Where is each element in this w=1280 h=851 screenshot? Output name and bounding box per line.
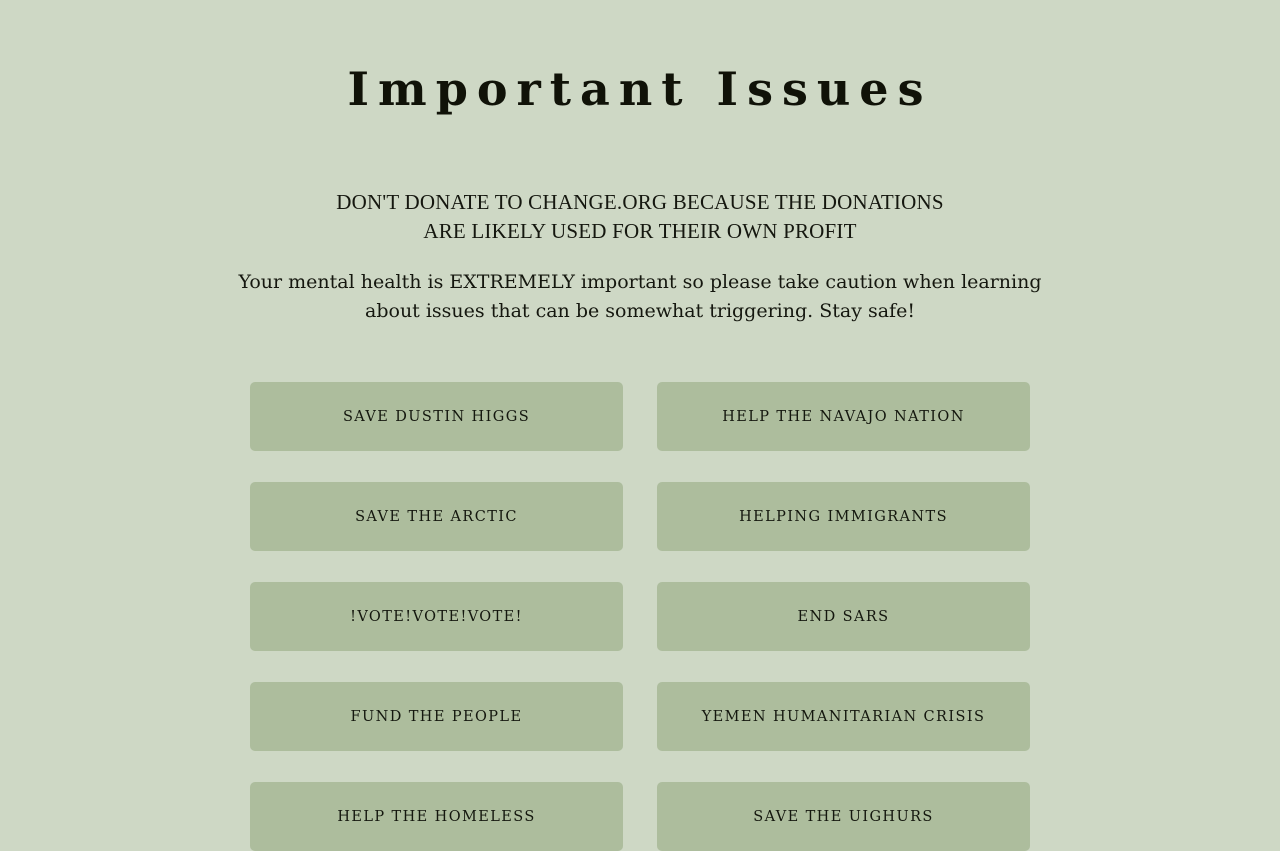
issue-button-yemen-humanitarian-crisis[interactable]: YEMEN HUMANITARIAN CRISIS: [657, 682, 1030, 751]
issue-button-save-the-uighurs[interactable]: SAVE THE UIGHURS: [657, 782, 1030, 851]
issue-button-help-the-homeless[interactable]: HELP THE HOMELESS: [250, 782, 623, 851]
donation-notice-line-2: ARE LIKELY USED FOR THEIR OWN PROFIT: [423, 219, 857, 243]
issue-button-fund-the-people[interactable]: FUND THE PEOPLE: [250, 682, 623, 751]
issue-button-helping-immigrants[interactable]: HELPING IMMIGRANTS: [657, 482, 1030, 551]
donation-notice-line-1: DON'T DONATE TO CHANGE.ORG BECAUSE THE DONATIONS: [336, 190, 944, 214]
issue-button-save-dustin-higgs[interactable]: SAVE DUSTIN HIGGS: [250, 382, 623, 451]
donation-notice: [0, 188, 1280, 246]
issue-button-vote[interactable]: !VOTE!VOTE!VOTE!: [250, 582, 623, 651]
issue-button-save-the-arctic[interactable]: SAVE THE ARCTIC: [250, 482, 623, 551]
page-title: Important Issues: [347, 62, 933, 116]
issue-button-help-the-navajo-nation[interactable]: HELP THE NAVAJO NATION: [657, 382, 1030, 451]
mental-health-caution: Your mental health is EXTREMELY important so please take caution when learning about issues that can be somewhat triggering. Stay safe!: [238, 271, 1042, 322]
issue-button-end-sars[interactable]: END SARS: [657, 582, 1030, 651]
issues-grid: [0, 382, 1280, 851]
